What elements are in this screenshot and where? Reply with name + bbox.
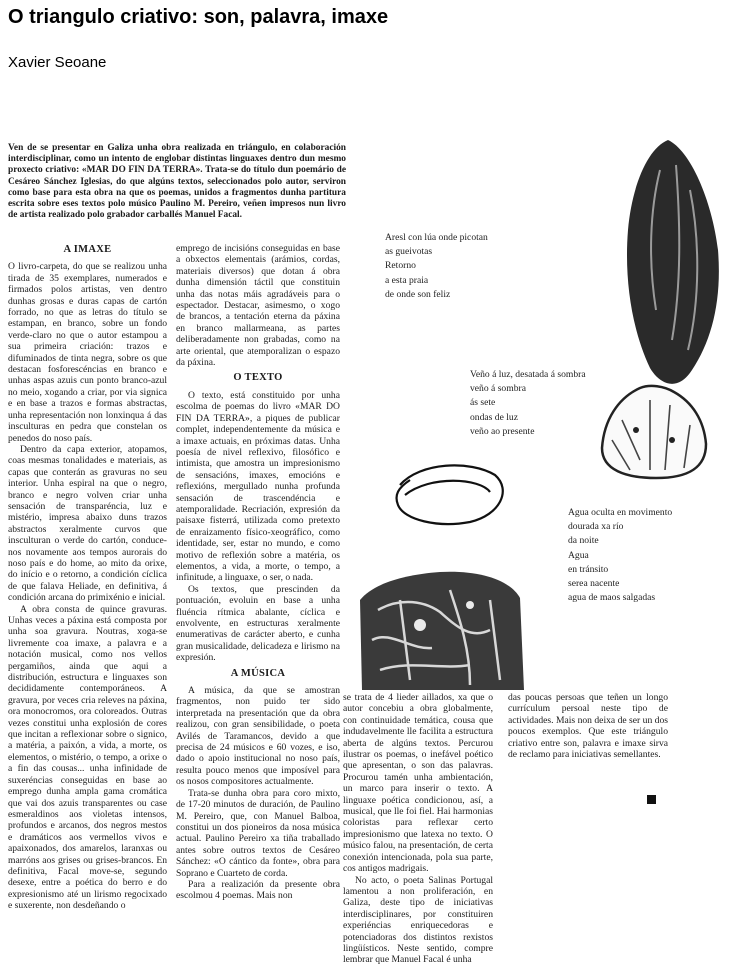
paragraph: emprego de incisións conseguidas en base a obxectos elementais (arámios, cordas, materiais diversos) que dotan á obra dunha dimensión táctil que constituin unha das notas máis agradáveis para o espectador. Destacar, asimesmo, o xogo de brancos, a tentación eterna da páxina en branco mallarmeana, as partes deliberadamente non grabadas, como na arte oriental, que atemporalizan o espazo da páxina. — [176, 243, 340, 369]
poem-line: Agua oculta en movimento — [568, 507, 673, 518]
poem-line: agua de maos salgadas — [568, 592, 656, 604]
poem-line: dourada xa río — [568, 521, 624, 533]
section-heading-imaxe: A IMAXE — [63, 244, 112, 255]
article-author: Xavier Seoane — [8, 54, 107, 71]
column-4 — [508, 692, 668, 782]
poem-line: as gueivotas — [385, 246, 433, 258]
section-heading-musica: A MÚSICA — [230, 667, 286, 679]
poem-line: a esta praia — [385, 274, 429, 286]
poem-line: veño á sombra — [470, 383, 526, 395]
paragraph: Os textos, que prescinden da pontuación, evoluin en base a unha fluéncia rítmica abalante, cíclica e envolvente, en estructuras xeralmente enumerativas de carácter aberto, e cunha gran musicalidade, delicadeza e lirismo na expresión. — [176, 583, 340, 664]
end-of-article-mark — [647, 795, 656, 804]
section-heading-texto: O TEXTO — [233, 372, 283, 384]
paragraph: A música, da que se amostran fragmentos, non puido ter sido interpretada na presentación que da obra realizou, con gran sensibilidade, o poeta Avilés de Taramancos, devido a que precisa de 24 músicos e 60 vozes, e iso, dado o apoio institucional no noso país, resulta pouco menos que imposível para os nosos compositores actualmente. — [176, 685, 340, 788]
stone-shape — [602, 386, 706, 478]
column-1 — [8, 240, 167, 974]
poem-2 — [470, 368, 586, 439]
paragraph: A obra consta de quince gravuras. Unhas veces a páxina está composta por unha soa gravura. Noutras, xoga-se livremente coa imaxe, a palavra e a notación musical, como nos vellos pergamiños, ainda que aqui a distribución, estructura e linguaxes son decididamente contemporáneos. A gravura, por veces cria releves na páxina, ora monocromos, ora coloreados. Outras vezes constitui unha explosión de cores que incitan a reflexionar sobre o signico, a matéria, a paixón, a vida, a morte, os elementos, o mistério, o tempo, a orixe o a fin das cousas... unha infinidade de suxeréncias conseguidas en base ao emprego dunha ampla gama cromática que vai dos azuis transparentes ou case esmeraldinos aos violetas intensos, profundos e arcanos, dos negros mestos e dramáticos aos vermellos vivos e apaixonados, dos amarelos, laranxas ou marróns aos grises ou grises-brancos. En definitiva, Facal move-se, segundo desexe, entre a poética do berro e do expresionismo até un lirismo regocixado e suxerente, non desdeñando o — [8, 603, 167, 912]
poem-line: de onde son feliz — [385, 288, 451, 300]
poem-line: en tránsito — [568, 563, 609, 575]
article-title: O triangulo criativo: son, palavra, imaxe — [8, 6, 389, 28]
column-2 — [176, 243, 340, 974]
article-intro — [8, 143, 346, 221]
paragraph: No acto, o poeta Salinas Portugal lamentou a non proliferación, en Galiza, deste tipo de iniciativas interdisciplinares, por constituiren experiéncias enriquecedoras e potenciadoras dos distintos rexistos lingüísticos. Neste sentido, compre lembrar que Manuel Facal é unha — [343, 874, 493, 966]
poem-3 — [568, 506, 672, 605]
poem-line: ás sete — [470, 397, 496, 409]
paragraph: Para a realización da presente obra escolmou 4 poemas. Mais non — [176, 878, 340, 902]
column-3 — [343, 692, 493, 974]
paragraph: se trata de 4 lieder aillados, xa que o autor concebiu a obra globalmente, con continuidade temática, cousa que indudavelmente lle facilita a estructura aberta de algúns textos. Percurou ilustrar os poemas, o inefável poético que apresentan, o son das palavras. Procurou tamén unha ambientación, un marco para inserir o texto. A linguaxe poética condicionou, así, a musical, que lle foi fiel. Hai harmonias coloristas para reflexar certo impresionismo que latexa no texto. O músico falou, na presentación, de certa conexión intencionada, pola sua parte, cos antigos madrigais. — [343, 692, 493, 875]
paragraph: Trata-se dunha obra para coro mixto, de 17-20 minutos de duración, de Paulino M. Pereiro, que, con Manuel Balboa, constitui un dos pioneiros da nosa música actual. Paulino Pereiro xa tiña traballado antes sobre outros textos de Cesáreo Sánchez: «O cántico da fonte», obra para Soprano e Cuarteto de corda. — [176, 787, 340, 879]
paragraph: das poucas persoas que teñen un longo currículum persoal neste tipo de actividades. Mais non deixa de ser un dos poucos exemplos. Que este triángulo criativo entre son, palavra e imaxe sirva de reclamo para iniciativas semellantes. — [508, 692, 668, 761]
poem-line: Agua — [568, 549, 589, 561]
intro-paragraph: Ven de se presentar en Galiza unha obra realizada en triángulo, en colaboración interdisciplinar, como un intento de englobar distintas linguaxes dentro dun mesmo proxecto criativo: «MAR DO FIN DA TERRA». Trata-se do título dun poemário de Cesáreo Sánchez Iglesias, do que algúns textos, seleccionados polo autor, serviron como base para esta obra na que os poemas, unidos a fragmentos dunha partitura escrita sobre eses textos polo músico Paulino M. Pereiro, veñen impresos nun livro de artista realizado polo grabador carballés Manuel Facal. — [8, 143, 346, 221]
poem-line: Retorno — [385, 260, 416, 272]
poem-line: Aresl con lúa onde picotan — [385, 232, 488, 243]
dark-cone-shape — [627, 140, 719, 384]
paragraph: O livro-carpeta, do que se realizou unha tirada de 35 exemplares, numerados e firmados polos artistas, ven dentro dunhas grosas e duras capas de cartón forrado, no que as letras do título se estampan, en branco, sobre un fondo verde-claro no que o autor estampou a sua primeira criación: trazos e difuminados de tinta negra, sobre os que destacan fosforescéncias en branco e unhas aspas azuis cun ponto branco-azul no meio, xogando a criar, por via signica e en base a trazos e formas abstractas, unha representación non lonxinqua á das insculturas en pedra que constelan os penedos do noso país. — [8, 261, 167, 444]
scribble-loop — [397, 465, 503, 524]
poem-line: da noite — [568, 535, 599, 547]
paragraph: Dentro da capa exterior, atopamos, coas mesmas tonalidades e materiais, as capas que conterán as gravuras no seu interior. Unha espiral na que o negro, branco e negro volven criar unha sensación de transparéncia, luz e mistério, impresa abaixo duns trazos abstractos xeralmente curvos que insculturan o verde do cartón, conduce-nos novamente aos tempos aurorais do noso país e do home, ao mito da orixe, do início e o retorno, a condición cíclica de que falava Heliade, en definitiva, á condición arcana do primixénio e inicial. — [8, 443, 167, 604]
poem-1 — [385, 231, 488, 302]
poem-line: serea nacente — [568, 578, 620, 590]
poem-line: Veño á luz, desatada á sombra — [470, 369, 586, 380]
abstract-block-shape — [360, 572, 524, 690]
poem-line: veño ao presente — [470, 425, 535, 437]
poem-line: ondas de luz — [470, 411, 518, 423]
paragraph: O texto, está constituido por unha escolma de poemas do livro «MAR DO FIN DA TERRA», a piques de publicar complet, independentemente da música e a imaxe actuais, en próximas datas. Unha poesía de nivel reflexivo, filosófico e intimista, que amostra un impresionismo de sensacións, imaxes, emocións e reflexións, mergullado nunha profunda sensación de trascendéncia e atemporalidade. Recriación, expresión da paisaxe fisterrá, utilizada como pretexto de enraizamento físico-xeográfico, como identidade, ser, estar no mundo, e como motivo de reflexión sobre a matéria, os elementos, a vida, a morte, o tempo, a infinitude, a linguaxe, o ser, o nada. — [176, 389, 340, 584]
